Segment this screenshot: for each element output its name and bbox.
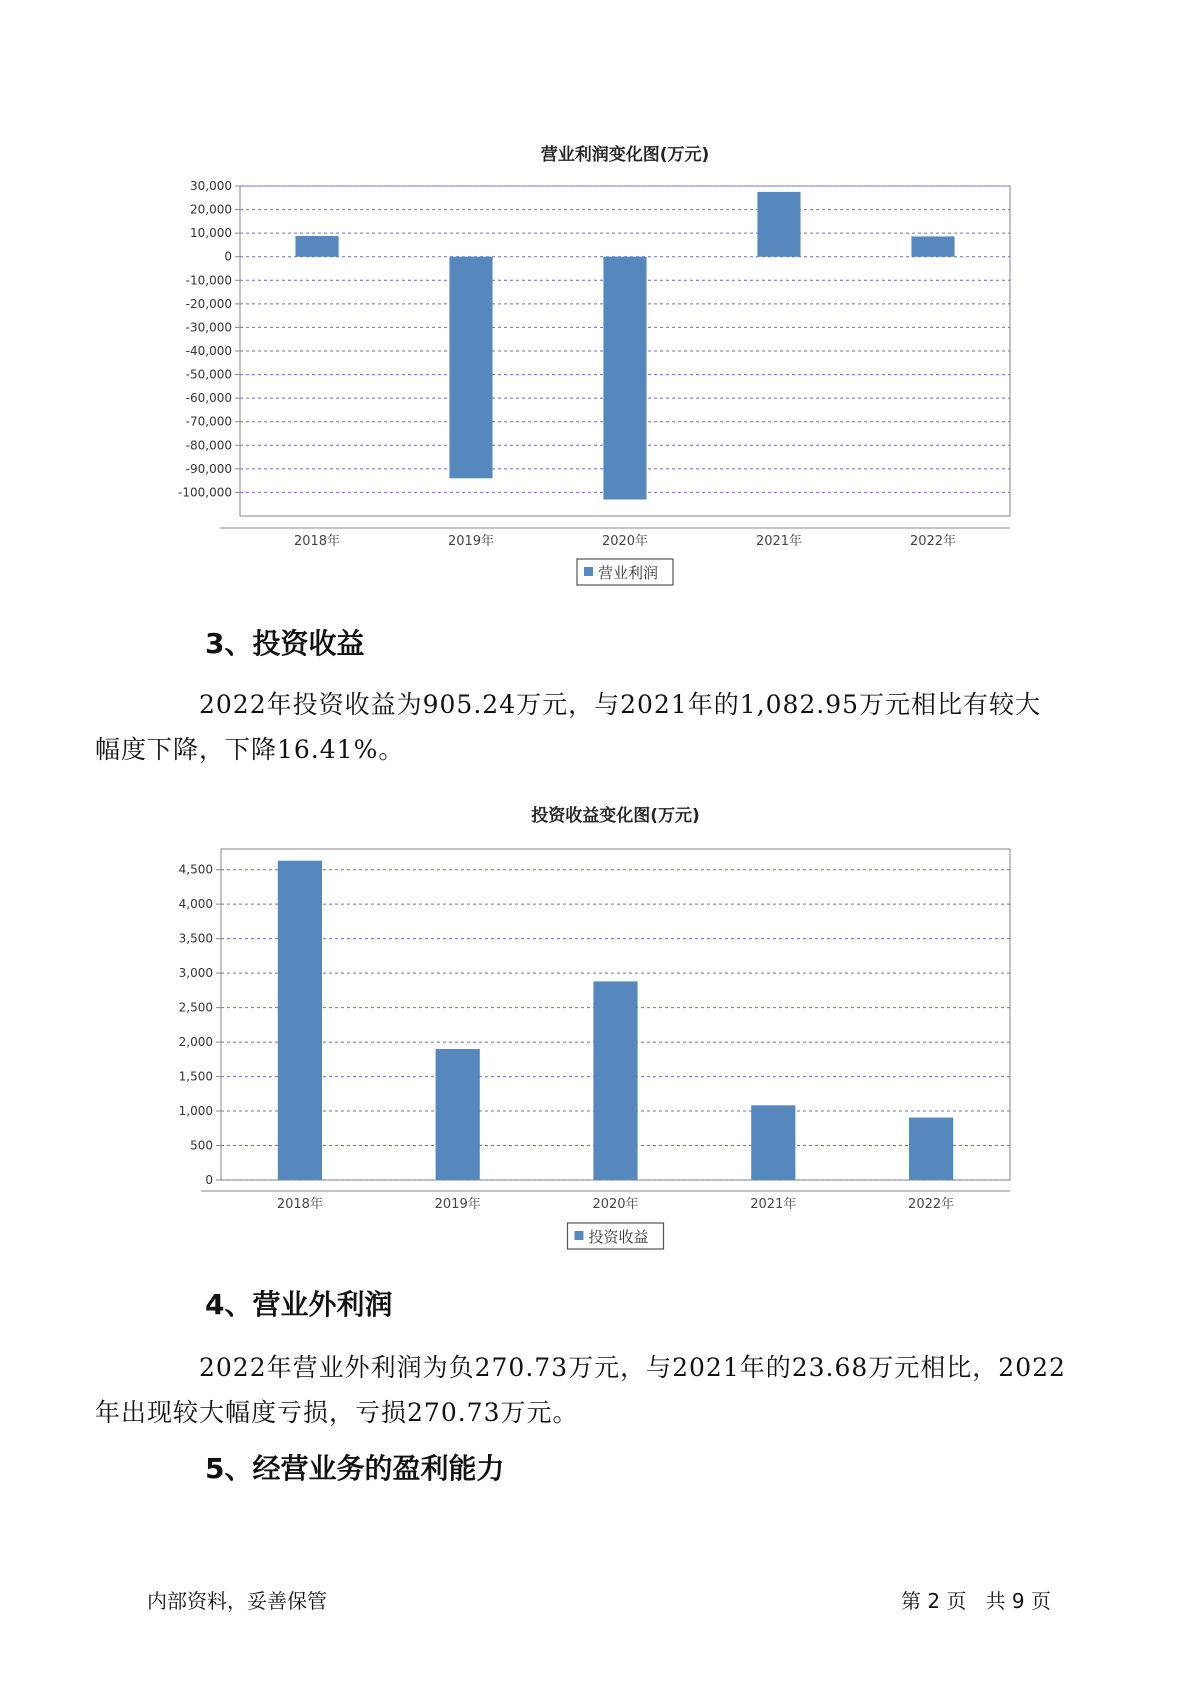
- section-3-heading: 3、投资收益: [205, 627, 365, 660]
- chart1-title: 营业利润变化图(万元): [540, 145, 710, 165]
- chart1-y-tick-label: 0: [224, 249, 232, 264]
- chart1-y-tick-label: 30,000: [190, 179, 232, 193]
- chart2-y-tick-label: 1,500: [178, 1069, 213, 1084]
- chart1-y-tick-label: -20,000: [185, 296, 232, 311]
- chart2-y-tick-label: 4,500: [178, 862, 213, 877]
- chart1-y-tick-label: -50,000: [185, 367, 232, 382]
- chart1-y-tick-label: -10,000: [185, 273, 232, 288]
- chart2-y-tick-label: 1,000: [178, 1104, 213, 1119]
- chart1-bar: [757, 192, 800, 257]
- section-5-heading: 5、经营业务的盈利能力: [205, 1452, 505, 1485]
- chart1-y-tick-label: -40,000: [185, 344, 232, 358]
- chart1-bar: [449, 257, 492, 479]
- footer-confidential: 内部资料，妥善保管: [147, 1589, 327, 1613]
- chart1-x-tick-label: 2021年: [755, 534, 803, 549]
- chart1-y-tick-label: -90,000: [185, 461, 232, 476]
- section-3-paragraph: [95, 682, 1067, 772]
- section-4-line-1: 2022年营业外利润为负270.73万元，与2021年的23.68万元相比，2022: [199, 1353, 1066, 1382]
- chart2-y-tick-label: 500: [190, 1138, 213, 1153]
- chart1-bar: [911, 236, 954, 256]
- chart2-bar: [593, 981, 637, 1180]
- chart1-x-tick-label: 2018年: [293, 534, 341, 549]
- chart2-y-tick-label: 3,000: [178, 966, 213, 981]
- chart1-y-tick-label: 20,000: [190, 202, 232, 217]
- chart2-legend-label: 投资收益: [588, 1228, 649, 1246]
- chart1-y-tick-label: 10,000: [190, 226, 232, 241]
- chart2-x-tick-label: 2022年: [908, 1197, 955, 1212]
- chart2-y-tick-label: 2,500: [178, 1000, 213, 1015]
- chart1-x-tick-label: 2022年: [909, 534, 957, 549]
- chart1-y-tick-label: -80,000: [185, 438, 232, 453]
- chart1-x-tick-label: 2019年: [447, 534, 495, 549]
- chart2-x-tick-label: 2020年: [592, 1197, 639, 1212]
- chart2-legend-swatch: [575, 1231, 584, 1240]
- footer-page-number: 第 2 页 共 9 页: [901, 1589, 1051, 1613]
- chart2-x-tick-label: 2021年: [750, 1197, 797, 1212]
- chart1-y-tick-label: -70,000: [185, 414, 232, 429]
- chart1-x-tick-label: 2020年: [601, 534, 649, 549]
- chart2-y-tick-label: 4,000: [178, 897, 213, 912]
- chart2-y-tick-label: 2,000: [178, 1035, 213, 1050]
- chart2-x-tick-label: 2019年: [434, 1197, 481, 1212]
- chart2-bar: [909, 1118, 953, 1180]
- chart2-bar: [751, 1105, 795, 1180]
- chart2-y-tick-label: 0: [205, 1173, 213, 1187]
- chart1-y-tick-label: -60,000: [185, 391, 232, 406]
- chart2-bar: [436, 1049, 480, 1180]
- section-4-line-2: 年出现较大幅度亏损，亏损270.73万元。: [95, 1398, 579, 1427]
- chart1-legend-label: 营业利润: [598, 564, 659, 582]
- chart2-title: 投资收益变化图(万元): [531, 806, 700, 826]
- chart1-y-tick-label: -100,000: [178, 485, 232, 500]
- section-3-line-1: 2022年投资收益为905.24万元，与2021年的1,082.95万元相比有较大: [199, 690, 1042, 719]
- section-4-heading: 4、营业外利润: [205, 1288, 393, 1321]
- chart2-bar: [278, 861, 322, 1180]
- chart1-y-tick-label: -30,000: [185, 320, 232, 335]
- chart1-bar: [603, 257, 646, 500]
- section-3-line-2: 幅度下降，下降16.41%。: [95, 735, 405, 764]
- chart2-x-tick-label: 2018年: [276, 1197, 323, 1212]
- chart1-legend-swatch: [584, 567, 593, 576]
- chart2-y-tick-label: 3,500: [178, 931, 213, 946]
- section-4-paragraph: [95, 1345, 1067, 1435]
- chart1-bar: [295, 236, 338, 257]
